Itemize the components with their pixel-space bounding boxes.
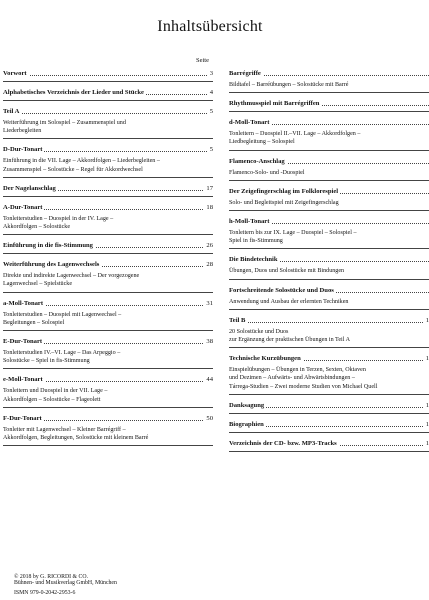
toc-entry-title: a-Moll-Tonart: [3, 299, 44, 307]
toc-entry-page: 5: [209, 146, 213, 154]
toc-entry: [229, 115, 429, 150]
description-line: Einführung in die VII. Lage – Akkordfolgen – Liederbegleiten –: [3, 158, 160, 165]
entry-divider: [229, 309, 429, 310]
toc-entry-heading: [229, 115, 429, 127]
toc-entry-description: [229, 298, 429, 306]
toc-entry-title: Danksagung: [229, 401, 265, 409]
toc-entry-heading: [3, 296, 213, 308]
toc-entry: [229, 96, 429, 112]
description-line: Tonleiterstudien – Duospiel mit Lagenwechsel –: [3, 311, 122, 318]
toc-column-right: [229, 66, 429, 455]
toc-entry-heading: [3, 85, 213, 97]
toc-entry-heading: [3, 200, 213, 212]
toc-entry-description: [3, 387, 213, 403]
entry-divider: [3, 253, 213, 254]
toc-entry-description: [229, 130, 429, 146]
toc-entry-page: 26: [206, 242, 213, 250]
description-line: Akkordfolgen – Solostücke – Flageolett: [3, 396, 101, 403]
toc-entry-heading: [229, 252, 429, 264]
toc-entry-title: d-Moll-Tonart: [229, 119, 270, 127]
entry-divider: [3, 330, 213, 331]
page-title: Inhaltsübersicht: [157, 18, 263, 35]
toc-entry: [229, 184, 429, 211]
toc-entry-title: Weiterführung des Lagenwechsels: [3, 261, 100, 269]
toc-entry-description: [229, 81, 429, 89]
toc-entry: [3, 296, 213, 331]
entry-divider: [229, 92, 429, 93]
dot-leader: [3, 113, 213, 114]
description-line: Tonleiter mit Lagenwechsel – Kleiner Barrégriff –: [3, 426, 126, 433]
toc-entry: [3, 411, 213, 446]
toc-entry-description: [229, 366, 429, 391]
entry-divider: [229, 451, 429, 452]
entry-divider: [3, 234, 213, 235]
toc-entry-heading: [229, 214, 429, 226]
entry-divider: [3, 407, 213, 408]
toc-entry-title: Teil B: [229, 316, 246, 324]
entry-divider: [3, 368, 213, 369]
toc-entry-title: F-Dur-Tonart: [3, 414, 42, 422]
toc-entry-heading: [3, 104, 213, 116]
description-line: Solo- und Begleitspiel mit Zeigefingerschlag: [229, 199, 339, 206]
toc-entry-description: [3, 215, 213, 231]
dot-leader: [3, 75, 213, 76]
toc-entry: [3, 372, 213, 407]
toc-entry-page: 44: [206, 376, 213, 384]
toc-entry-description: [229, 267, 429, 275]
toc-entry-heading: [3, 411, 213, 423]
toc-entry-page: 31: [206, 299, 213, 307]
toc-entry: [229, 283, 429, 310]
toc-entry-title: Technische Kurzübungen: [229, 355, 301, 363]
toc-entry-heading: [229, 66, 429, 78]
description-line: Übungen, Duos und Solostücke mit Bindungen: [229, 268, 345, 275]
description-line: Spiel in fis-Stimmung: [229, 238, 283, 245]
entry-divider: [229, 111, 429, 112]
toc-entry-heading: [3, 238, 213, 250]
toc-entry-page: 1: [425, 420, 429, 428]
toc-entry: [229, 417, 429, 433]
toc-entry-title: Fortschreitende Solostücke und Duos: [229, 286, 334, 294]
toc-entry-title: Einführung in die fis-Stimmung: [3, 242, 93, 250]
toc-entry-heading: [229, 154, 429, 166]
toc-entry-heading: [229, 417, 429, 429]
description-line: Akkordfolgen – Solostücke: [3, 224, 71, 231]
entry-divider: [3, 177, 213, 178]
toc-entry-title: Biographien: [229, 420, 264, 428]
toc-entry-heading: [3, 372, 213, 384]
entry-divider: [229, 347, 429, 348]
description-line: zur Ergänzung der praktischen Übungen in Teil A: [229, 337, 351, 344]
toc-entry-description: [3, 272, 213, 288]
toc-entry: [3, 66, 213, 82]
dot-leader: [229, 322, 429, 323]
toc-entry-description: [229, 229, 429, 245]
entry-divider: [229, 413, 429, 414]
toc-entry-heading: [229, 184, 429, 196]
toc-entry-page: 5: [209, 108, 213, 115]
toc-entry-heading: [229, 313, 429, 325]
toc-entry-description: [229, 328, 429, 344]
toc-entry-title: Rhythmusspiel mit Barrégriffen: [229, 100, 320, 108]
toc-entry-title: Alphabetisches Verzeichnis der Lieder und Stücke: [3, 89, 144, 96]
description-line: Tonleiterstudien – Duospiel in der IV. Lage –: [3, 215, 114, 222]
toc-entry-heading: [3, 142, 213, 154]
toc-entry-title: D-Dur-Tonart: [3, 146, 43, 154]
toc-entry-page: 1: [425, 355, 429, 363]
description-line: Tonleitern bis zur IX. Lage – Duospiel – Solospiel –: [229, 230, 357, 237]
description-line: Tárrega-Studien – Zwei moderne Studien von Michael Quell: [229, 383, 378, 390]
description-line: Einspielübungen – Übungen in Terzen, Sexten, Oktaven: [229, 367, 366, 374]
toc-entry-title: e-Moll-Tonart: [3, 376, 43, 384]
toc-entry-page: 1: [425, 401, 429, 409]
description-line: Liedbegleitung – Solospiel: [229, 139, 295, 146]
page-column-label: Seite: [196, 57, 209, 64]
toc-entry: [229, 436, 429, 452]
toc-entry-heading: [3, 66, 213, 78]
description-line: Begleitungen – Solospiel: [3, 319, 65, 326]
toc-entry-heading: [229, 436, 429, 448]
entry-divider: [229, 150, 429, 151]
entry-divider: [3, 196, 213, 197]
toc-entry: [229, 154, 429, 181]
toc-entry: [229, 351, 429, 395]
toc-entry-heading: [229, 96, 429, 108]
entry-divider: [3, 445, 213, 446]
toc-entry-description: [3, 119, 213, 135]
toc-entry-description: [229, 169, 429, 177]
description-line: 20 Solostücke und Duos: [229, 328, 289, 335]
description-line: Anwendung und Ausbau der erlernten Techniken: [229, 298, 349, 305]
toc-entry-page: 3: [209, 70, 213, 77]
toc-entry-heading: [3, 257, 213, 269]
toc-entry: [3, 85, 213, 101]
toc-column-left: [3, 66, 213, 449]
description-line: Akkordfolgen, Begleitungen, Solostücke mit kleinem Barré: [3, 435, 149, 442]
description-line: Lagenwechsel – Spielstücke: [3, 281, 73, 288]
toc-entry: [3, 238, 213, 254]
toc-entry-description: [3, 311, 213, 327]
description-line: Flamenco-Solo- und -Duospiel: [229, 169, 305, 176]
toc-entry-page: 1: [425, 439, 429, 447]
toc-entry-title: Der Nagelanschlag: [3, 184, 56, 192]
entry-divider: [229, 180, 429, 181]
toc-entry-description: [3, 157, 213, 173]
toc-entry-title: A-Dur-Tonart: [3, 203, 43, 211]
toc-entry-page: 1: [425, 316, 429, 324]
toc-entry: [229, 214, 429, 249]
toc-entry: [3, 257, 213, 292]
toc-entry: [3, 334, 213, 369]
toc-entry-page: 50: [206, 414, 213, 422]
entry-divider: [3, 292, 213, 293]
toc-entry-heading: [3, 181, 213, 193]
toc-entry-title: Vorwort: [3, 70, 27, 77]
toc-entry-description: [3, 349, 213, 365]
entry-divider: [3, 138, 213, 139]
entry-divider: [229, 210, 429, 211]
description-line: Tonleiterstudien IV.–VI. Lage – Das Arpeggio –: [3, 350, 121, 357]
copyright-footer: [14, 574, 117, 596]
description-line: Liederbegleiten: [3, 128, 42, 135]
description-line: Tonleitern – Duospiel II.–VII. Lage – Akkordfolgen –: [229, 131, 361, 138]
entry-divider: [229, 248, 429, 249]
description-line: Direkte und indirekte Lagenwechsel – Der vorgezogene: [3, 273, 140, 280]
toc-entry-heading: [229, 283, 429, 295]
toc-entry-title: Flamenco-Anschlag: [229, 157, 285, 165]
toc-entry-page: 17: [206, 184, 213, 192]
toc-entry: [3, 200, 213, 235]
toc-entry-title: Der Zeigefingerschlag im Folklorespiel: [229, 187, 339, 195]
toc-entry-page: 4: [209, 89, 213, 96]
toc-entry-description: [3, 426, 213, 442]
toc-entry-page: 18: [206, 203, 213, 211]
description-line: Solostücke – Spiel in fis-Stimmung: [3, 358, 90, 365]
toc-entry-heading: [229, 398, 429, 410]
toc-entry-title: Barrégriffe: [229, 70, 261, 77]
entry-divider: [229, 394, 429, 395]
description-line: und Dezimen – Aufwärts- und Abwärtsbindungen –: [229, 375, 355, 382]
entry-divider: [3, 100, 213, 101]
toc-entry: [229, 66, 429, 93]
entry-divider: [229, 279, 429, 280]
toc-entry-page: 38: [206, 338, 213, 346]
toc-entry-heading: [3, 334, 213, 346]
toc-entry-title: h-Moll-Tonart: [229, 218, 270, 226]
toc-entry-title: Teil A: [3, 108, 20, 115]
toc-entry-title: E-Dur-Tonart: [3, 338, 43, 346]
toc-entry: [229, 313, 429, 348]
toc-entry-title: Die Bindetechnik: [229, 256, 278, 264]
copyright-line: © 2018 by G. RICORDI & CO.: [14, 574, 88, 580]
toc-entry: [3, 142, 213, 177]
description-line: Zusammenspiel – Solostücke – Regel für Akkordwechsel: [3, 166, 143, 173]
entry-divider: [3, 81, 213, 82]
description-line: Bildtafel – Barréübungen – Solostücke mit Barré: [229, 82, 349, 88]
ismn-line: ISMN 979-0-2042-2953-6: [14, 589, 76, 596]
toc-entry-page: 28: [206, 261, 213, 269]
toc-entry-description: [229, 199, 429, 207]
entry-divider: [229, 432, 429, 433]
toc-entry-heading: [229, 351, 429, 363]
toc-entry: [3, 181, 213, 197]
publisher-line: Bühnen- und Musikverlag GmbH, München: [14, 580, 117, 587]
toc-entry: [229, 252, 429, 279]
toc-entry: [229, 398, 429, 414]
description-line: Weiterführung im Solospiel – Zusammenspiel und: [3, 120, 126, 126]
description-line: Tonleitern und Duospiel in der VII. Lage –: [3, 388, 108, 395]
toc-entry: [3, 104, 213, 139]
toc-entry-title: Verzeichnis der CD- bzw. MP3-Tracks: [229, 439, 337, 447]
